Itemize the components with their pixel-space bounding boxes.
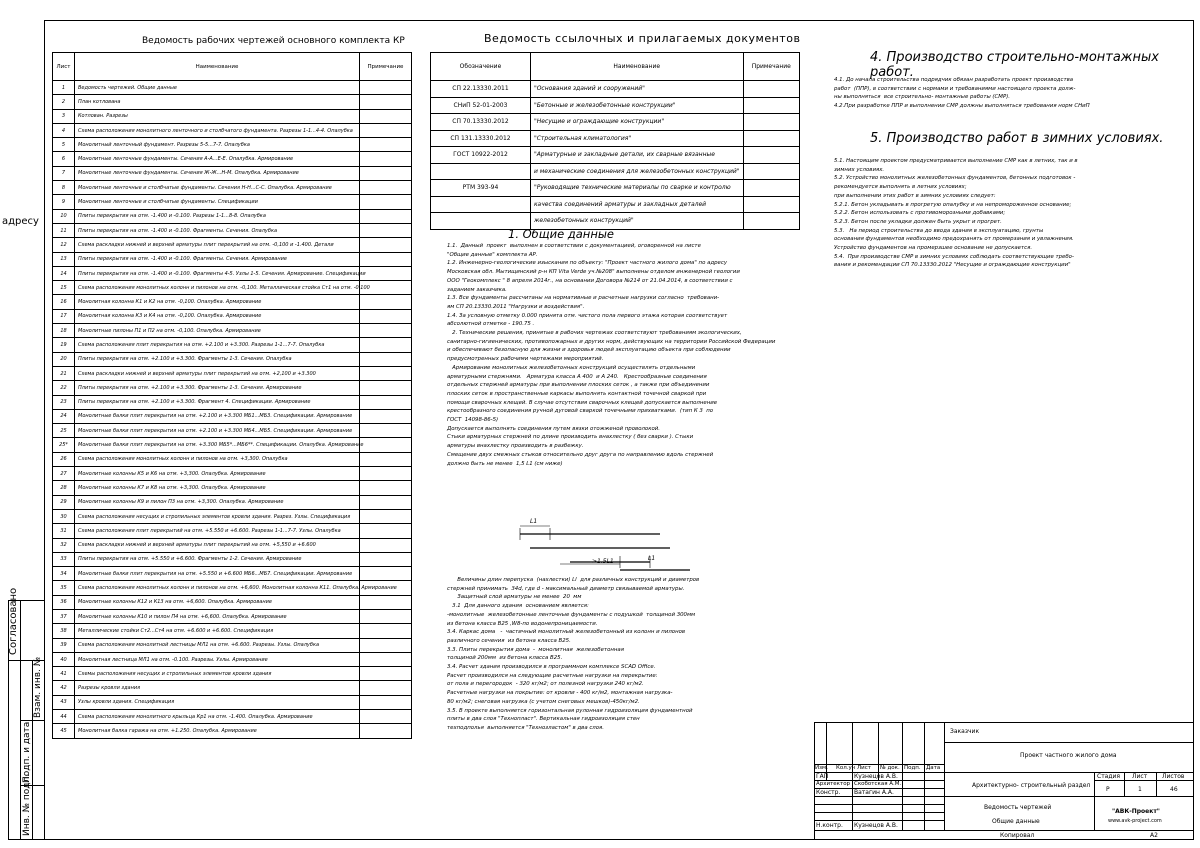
table-row — [53, 123, 412, 137]
table-row — [53, 338, 412, 352]
table-row — [53, 395, 412, 409]
tb-gap-name: Кузнецов А.В. — [854, 773, 898, 780]
drawings-list-table — [52, 52, 412, 739]
row-title: Схема расположения монолитных колонн и пилонов на отм. +6,600. Монолитная колонна К11. Опалубка. Армирование — [75, 581, 360, 595]
table-row — [53, 509, 412, 523]
general-text: 1.1. Данный проект выполнен в соответствии с документацией, оговоренной на листе "Общие данные" комплекта АР. 1.2. Инженерно-геологические изыскания по объекту: "Проект частного жилого дома" по адресу Московская обл. Мытищинский р-н КП Vita Verde уч.№208" выполнены отделом инженерной геологии ООО "Геокомплекс " 8 апреля 2014г., на основании Договора №214 от 21.04.2014, в соответствии с заданием заказчика. 1.3. Все фундаменты рассчитаны на нормативные и расчетные нагрузки согласно требовани- ям СП 20.13330.2011 "Нагрузки и воздействия". 1.4. За условную отметку 0.000 принята отм. чистого пола первого этажа которая соответствует абсолютной отметке - 190.75 . 2. Технические решения, принятые в рабочих чертежах соответствуют требованиям экологических, санитарно-гигиенических, противопожарных и других норм, действующих на территории Российской Федерации и обеспечивают безопасную для жизни и здоровья людей эксплуатацию объекта при соблюдении предусмотренных рабочими чертежами мероприятий. Армирование монолитных железобетонных конструкций осуществлять отдельными арматурными стержнями. Арматура класса А 400 и А 240. Крестообразные соединения отдельных стержней арматуры при выполнении плоских сеток , а также при объединении плоских сеток в пространственные каркасы выполнять контактной точечной сваркой при помощи сварочных клещей. В случае отсутствия сварочных клещей допускается выполнение крестообразного соединения ручной дуговой сваркой точечными прихватками. (тип К 3 по ГОСТ 14098-86-5) Допускается выполнять соединения путем вязки отожженой проволокой. Стыки арматурных стержней по длине производить внахлестку ( без сварки ). Стыки арматуры внахлестку производить в разбежку. Смещение двух смежных стыков относительно друг друга по направлению вдоль стержней должно быть не менее 1,5 L1 (см ниже) — [447, 243, 776, 467]
row-note — [360, 438, 412, 452]
row-sheet-number: 21 — [53, 366, 75, 380]
table-row — [53, 238, 412, 252]
general-text-2: Величины длин перепуска (нахлестки) Ll для различных конструкций и диаметров стержней принимать 34d, где d - максимальный диаметр связываемой арматуры. Защитный слой арматуры не менее 20 мм 3.1 Для данного здания основанием является: -монолитные железобетонные ленточные фундаменты с подушкой толщиной 300мм из бетона класса В25 ,W8-по водонепроницаемости. 3.4. Каркас дома - частичный монолитный железобетонный из колонн и пилонов различного сечения из бетона класса В25. 3.3. Плиты перекрытия дома - монолитная железобетонная толщиной 200мм из бетона класса В25. 3.4. Расчет здания производился в программном комплексе SCAD Office. Расчет производился на следующие расчетные нагрузки на перекрытие: от пола и перегородок - 320 кг/м2; от полезной нагрузки 240 кг/м2. Расчетные нагрузки на покрытие: от кровли - 400 кг/м2, монтажная нагрузка- 80 кг/м2; снеговая нагрузка (с учетом снеговых мешков)-450кг/м2. 3.5. В проекте выполняется горизонтальная рулонная гидроизоляция фундаментной плиты в два слоя "Технопласт". Вертикальная гидроизоляция стен техподполья выполняется "Технозластом" в два слоя. — [447, 577, 700, 731]
row-title: Монолитные балки плит перекрытия на отм. +2.100 и +3.300 МБ4...МБ5. Спецификации. Армирование — [75, 424, 360, 438]
row-note — [360, 624, 412, 638]
row-code: СП 70.13330.2012 — [431, 114, 531, 131]
row-title: Монолитные колонны К10 и пилон П4 на отм. +6,600. Опалубка. Армирование — [75, 609, 360, 623]
table-row — [53, 467, 412, 481]
table-row — [53, 724, 412, 738]
tb-line — [814, 830, 1194, 831]
col-note: Примечание — [743, 53, 799, 81]
section4-text: 4.1. До начала строительства подрядчик обязан разработать проект производства работ (ППР), в соответствии с нормами и требованиями настоящего проекта долж- ны выполняться все строительно- монтажные работы (СМР). 4.2.При разработке ППР и выполнении СМР должны выполняться требования норм СНиП — [834, 77, 1090, 110]
tb-line — [924, 722, 925, 830]
row-title: Схема расположения несущих и стропильных элементов кровли здания. Разрез. Узлы. Спецификация — [75, 509, 360, 523]
row-title: Схема расположения монолитного крыльца Кр1 на отм. -1.400. Опалубка. Армирование — [75, 710, 360, 724]
sidebar-soglasovano: Согласовано — [8, 587, 19, 655]
row-note — [743, 163, 799, 180]
row-note — [360, 595, 412, 609]
row-note — [360, 567, 412, 581]
row-sheet-number: 17 — [53, 309, 75, 323]
row-title: Схема раскладки нижней и верхней арматуры плит перекрытий на отм. +5,550 и +6.600 — [75, 538, 360, 552]
section4-heading: 4. Производство строительно-монтажных работ. — [870, 50, 1159, 80]
row-sheet-number: 28 — [53, 481, 75, 495]
row-note — [360, 352, 412, 366]
table-row — [431, 81, 800, 98]
row-sheet-number: 30 — [53, 509, 75, 523]
row-sheet-number: 20 — [53, 352, 75, 366]
tb-doc-sub: Общие данные — [992, 818, 1040, 825]
table-row — [431, 97, 800, 114]
tb-line — [814, 796, 1194, 797]
row-note — [360, 509, 412, 523]
tb-company: "АВК-Проект" — [1112, 808, 1160, 815]
row-sheet-number: 4 — [53, 123, 75, 137]
tb-h-date: Дата — [926, 765, 941, 771]
row-note — [360, 638, 412, 652]
row-note — [360, 424, 412, 438]
row-note — [360, 409, 412, 423]
table-row — [53, 524, 412, 538]
row-title: "Несущие и ограждающие конструкции" — [530, 114, 743, 131]
sidebar-adresu: адресу — [2, 216, 39, 227]
tb-constr-role: Констр. — [816, 789, 841, 796]
row-note — [360, 681, 412, 695]
sidebar-inv: Инв. № подл. — [22, 773, 32, 836]
table-row — [53, 252, 412, 266]
table-row — [53, 138, 412, 152]
row-note — [360, 109, 412, 123]
row-sheet-number: 5 — [53, 138, 75, 152]
table-row — [53, 81, 412, 95]
table-row — [53, 152, 412, 166]
table-row — [53, 552, 412, 566]
row-sheet-number: 11 — [53, 223, 75, 237]
tb-line — [1094, 780, 1194, 781]
table-row — [53, 195, 412, 209]
table-row — [53, 381, 412, 395]
row-note — [743, 130, 799, 147]
table-row — [431, 163, 800, 180]
row-sheet-number: 38 — [53, 624, 75, 638]
table-row — [53, 667, 412, 681]
row-sheet-number: 42 — [53, 681, 75, 695]
row-code — [431, 196, 531, 213]
row-note — [360, 223, 412, 237]
table-row — [431, 213, 800, 230]
row-title: Схема расположения монолитного ленточного и столбчатого фундамента. Разрезы 1-1...4-4. Опалубка — [75, 123, 360, 137]
table-row — [431, 180, 800, 197]
tb-sheets: 46 — [1170, 786, 1178, 793]
tb-h-podp: Подп. — [904, 765, 921, 771]
row-sheet-number: 45 — [53, 724, 75, 738]
row-title: Плиты перекрытия на отм. +2.100 и +3.300. Фрагменты 1-3. Сечения. Опалубка — [75, 352, 360, 366]
row-title: Схема расположения плит перекрытия на отм. +2.100 и +3.300. Разрезы 1-1...7-7. Опалубка — [75, 338, 360, 352]
row-note — [360, 266, 412, 280]
table-row — [431, 130, 800, 147]
row-title: Схема расположения плит перекрытий на отм. +5.550 и +6.600. Разрезы 1-1...7-7. Узлы. Опалубка — [75, 524, 360, 538]
row-note — [360, 252, 412, 266]
row-sheet-number: 25 — [53, 424, 75, 438]
col-code: Обозначение — [431, 53, 531, 81]
row-note — [360, 467, 412, 481]
row-note — [743, 114, 799, 131]
row-title: "Бетонные и железобетонные конструкции" — [530, 97, 743, 114]
row-code: ГОСТ 10922-2012 — [431, 147, 531, 164]
row-note — [360, 366, 412, 380]
table-row — [53, 209, 412, 223]
row-title: Монолитные ленточные и столбчатые фундаменты. Сечения Н-Н...С-С. Опалубка. Армирование — [75, 181, 360, 195]
lap-label-l1: L1 — [530, 518, 538, 525]
row-sheet-number: 33 — [53, 552, 75, 566]
row-code: СНиП 52-01-2003 — [431, 97, 531, 114]
lap-splice-diagram — [500, 518, 690, 574]
row-title: "Строительная климатология" — [530, 130, 743, 147]
row-note — [360, 724, 412, 738]
tb-customer: Заказчик — [950, 728, 980, 735]
row-title: Монолитная колонна К1 и К2 на отм. -0,100. Опалубка. Армирование — [75, 295, 360, 309]
table-row — [53, 538, 412, 552]
row-note — [743, 196, 799, 213]
row-title: Монолитные колонны К9 и пилон П3 на отм. +3,300. Опалубка. Армирование — [75, 495, 360, 509]
sidebar-vzam: Взам. инв. № — [33, 656, 43, 718]
row-title: Плиты перекрытия на отм. +5.550 и +6.600. Фрагменты 1-2. Сечения. Армирование — [75, 552, 360, 566]
row-sheet-number: 14 — [53, 266, 75, 280]
sidebar-podp: Подп. и дата — [22, 721, 32, 783]
table-row — [53, 309, 412, 323]
tb-nkontr-role: Н.контр. — [816, 822, 843, 829]
section5-heading: 5. Производство работ в зимних условиях. — [870, 131, 1164, 146]
row-sheet-number: 16 — [53, 295, 75, 309]
tb-doc-title: Ведомость чертежей — [984, 804, 1052, 811]
row-sheet-number: 7 — [53, 166, 75, 180]
row-title: железобетонных конструкций" — [530, 213, 743, 230]
row-note — [360, 138, 412, 152]
row-sheet-number: 43 — [53, 695, 75, 709]
row-sheet-number: 32 — [53, 538, 75, 552]
general-heading: 1. Общие данные — [508, 227, 614, 241]
row-title: Монолитные балки плит перекрытия на отм. +5.550 и +6.600 МБ6...МБ7. Спецификации. Армирование — [75, 567, 360, 581]
table-row — [53, 624, 412, 638]
row-title: "Арматурные и закладные детали, их сварные вязанные — [530, 147, 743, 164]
row-sheet-number: 19 — [53, 338, 75, 352]
row-title: Монолитные пилоны П1 и П2 на отм. -0,100. Опалубка. Армирование — [75, 324, 360, 338]
tb-site: www.avk-project.com — [1108, 818, 1162, 824]
tb-copied: Копировал — [1000, 832, 1035, 839]
table-row — [53, 109, 412, 123]
row-code: РТМ 393-94 — [431, 180, 531, 197]
row-note — [360, 552, 412, 566]
row-title: Схема раскладки нижней и верхней арматуры плит перекрытий на отм. +2,100 и +3.300 — [75, 366, 360, 380]
tb-nkontr-name: Кузнецов А.В. — [854, 822, 898, 829]
row-note — [360, 123, 412, 137]
row-note — [360, 667, 412, 681]
row-note — [360, 452, 412, 466]
row-sheet-number: 23 — [53, 395, 75, 409]
row-sheet-number: 13 — [53, 252, 75, 266]
row-note — [360, 195, 412, 209]
row-sheet-number: 24 — [53, 409, 75, 423]
row-sheet-number: 10 — [53, 209, 75, 223]
row-title: Монолитные ленточные и столбчатые фундаменты. Спецификации — [75, 195, 360, 209]
table-row — [431, 114, 800, 131]
row-sheet-number: 35 — [53, 581, 75, 595]
row-sheet-number: 26 — [53, 452, 75, 466]
row-title: Монолитный ленточный фундамент. Разрезы 5-5...7-7. Опалубка — [75, 138, 360, 152]
row-sheet-number: 34 — [53, 567, 75, 581]
row-title: Разрезы кровли здания — [75, 681, 360, 695]
table-row — [53, 695, 412, 709]
reference-docs-title: Ведомость ссылочных и прилагаемых документов — [484, 32, 801, 45]
row-title: Плиты перекрытия на отм. -1.400 и -0.100. Разрезы 1-1...8-8. Опалубка — [75, 209, 360, 223]
table-row — [53, 581, 412, 595]
row-sheet-number: 25* — [53, 438, 75, 452]
table-row — [53, 652, 412, 666]
table-row — [53, 352, 412, 366]
row-title: Плиты перекрытия на отм. +2.100 и +3.300. Фрагменты 1-3. Сечения. Армирование — [75, 381, 360, 395]
row-note — [360, 481, 412, 495]
tb-h-doc: № док. — [880, 765, 900, 771]
row-sheet-number: 2 — [53, 95, 75, 109]
row-title: Схема расположения монолитных колонн и пилонов на отм. -0,100. Металлическая стойка Ст1 на отм. -0.100 — [75, 281, 360, 295]
row-code: СП 22.13330.2011 — [431, 81, 531, 98]
row-title: Монолитная балка гаража на отм. +1.250. Опалубка. Армирование — [75, 724, 360, 738]
row-sheet-number: 44 — [53, 710, 75, 724]
tb-gap-role: ГАП — [816, 773, 829, 780]
row-sheet-number: 8 — [53, 181, 75, 195]
tb-line — [1156, 772, 1157, 796]
row-note — [360, 181, 412, 195]
tb-stage: Р — [1106, 786, 1110, 793]
row-sheet-number: 40 — [53, 652, 75, 666]
row-title: Монолитные ленточные фундаменты. Сечения Ж-Ж...Н-М. Опалубка. Армирование — [75, 166, 360, 180]
tb-line — [944, 722, 945, 830]
tb-arch-name: Скоботская А.М. — [854, 781, 902, 787]
row-title: Монолитная лестница МЛ1 на отм. -0.100. Разрезы. Узлы. Армирование — [75, 652, 360, 666]
tb-line — [852, 722, 853, 830]
tb-line — [902, 722, 903, 830]
row-note — [360, 324, 412, 338]
row-note — [360, 710, 412, 724]
col-name: Наименование — [530, 53, 743, 81]
row-sheet-number: 9 — [53, 195, 75, 209]
row-note — [360, 538, 412, 552]
row-note — [360, 338, 412, 352]
row-note — [360, 238, 412, 252]
row-sheet-number: 37 — [53, 609, 75, 623]
tb-h-izm: Изм. — [815, 765, 828, 771]
row-title: Плиты перекрытия на отм. +2.100 и +3.300. Фрагмент 4. Спецификации. Армирование — [75, 395, 360, 409]
row-title: Монолитные балки плит перекрытия на отм. +2.100 и +3.300 МБ1...МБ3. Спецификации. Армирование — [75, 409, 360, 423]
tb-line — [1124, 772, 1125, 796]
row-title: Монолитная колонна К3 и К4 на отм. -0,100. Опалубка. Армирование — [75, 309, 360, 323]
row-note — [360, 95, 412, 109]
table-row — [53, 281, 412, 295]
row-title: "Основания зданий и сооружений" — [530, 81, 743, 98]
tb-arch-role: Архитектор — [816, 781, 851, 787]
table-row — [53, 266, 412, 280]
row-title: Ведомость чертежей. Общие данные — [75, 81, 360, 95]
table-row — [53, 609, 412, 623]
table-row — [53, 595, 412, 609]
tb-sheet-h: Лист — [1132, 773, 1148, 780]
row-sheet-number: 1 — [53, 81, 75, 95]
table-row — [53, 638, 412, 652]
row-title: Плиты перекрытия на отм. -1.400 и -0.100. Фрагменты 4-5. Узлы 1-5. Сечения. Армирование. Спецификации — [75, 266, 360, 280]
row-note — [360, 81, 412, 95]
row-note — [360, 152, 412, 166]
row-title: Схема расположения монолитной лестницы МЛ1 на отм. +6.600. Разрезы. Узлы. Опалубка — [75, 638, 360, 652]
tb-line — [944, 742, 1194, 743]
row-note — [360, 695, 412, 709]
row-sheet-number: 41 — [53, 667, 75, 681]
tb-h-kol: Кол.уч — [836, 765, 856, 771]
tb-format: А2 — [1150, 832, 1158, 839]
row-note — [743, 147, 799, 164]
tb-project: Проект частного жилого дома — [1020, 752, 1117, 759]
row-code — [431, 163, 531, 180]
row-code: СП 131.13330.2012 — [431, 130, 531, 147]
tb-h-list: Лист — [857, 765, 871, 771]
table-row — [53, 438, 412, 452]
reference-docs-table — [430, 52, 800, 230]
row-title: Схема расположения монолитных колонн и пилонов на отм. +3,300. Опалубка — [75, 452, 360, 466]
tb-line — [1094, 772, 1095, 830]
row-note — [743, 81, 799, 98]
row-sheet-number: 22 — [53, 381, 75, 395]
row-title: Монолитные колонны К7 и К8 на отм. +3,300. Опалубка. Армирование — [75, 481, 360, 495]
table-row — [53, 95, 412, 109]
row-sheet-number: 18 — [53, 324, 75, 338]
row-note — [743, 180, 799, 197]
table-row — [53, 324, 412, 338]
tb-constr-name: Ватагин А.А. — [854, 789, 894, 796]
col-sheet: Лист — [53, 53, 75, 81]
row-title: План котлована — [75, 95, 360, 109]
row-sheet-number: 12 — [53, 238, 75, 252]
row-note — [360, 295, 412, 309]
lap-label-l1b: L1 — [648, 555, 656, 562]
row-note — [743, 97, 799, 114]
tb-line — [878, 722, 879, 780]
drawings-list-title: Ведомость рабочих чертежей основного комплекта КР — [142, 36, 405, 46]
table-row — [53, 452, 412, 466]
row-sheet-number: 6 — [53, 152, 75, 166]
row-title: Плиты перекрытия на отм. -1.400 и -0.100. Фрагменты. Сечения. Армирование — [75, 252, 360, 266]
table-row — [53, 710, 412, 724]
row-note — [360, 652, 412, 666]
row-note — [743, 213, 799, 230]
row-note — [360, 524, 412, 538]
row-title: Котлован. Разрезы — [75, 109, 360, 123]
tb-sheets-h: Листов — [1162, 773, 1185, 780]
tb-stage-h: Стадия — [1097, 773, 1121, 780]
row-sheet-number: 29 — [53, 495, 75, 509]
row-title: Плиты перекрытия на отм. -1.400 и -0.100. Фрагменты. Сечения. Опалубка — [75, 223, 360, 237]
row-note — [360, 166, 412, 180]
row-title: и механические соединения для железобетонных конструкций" — [530, 163, 743, 180]
section5-text: 5.1. Настоящим проектом предусматривается выполнение СМР как в летних, так и в зимних условиях. 5.2. Устройство монолитных железобетонных фундаментов, бетонных подготовок - рекомендуется выполнять в летних условиях; при выполнении этих работ в зимних условиях следует: 5.2.1. Бетон укладывать в прогретую опалубку и на непромороженное основание; 5.2.2. Бетон использовать с противоморозными добавками; 5.2.3. Бетон после укладки должен быть укрыт и прогрет. 5.3. На период строительства до ввода здания в эксплуатацию, грунты основания фундаментов необходимо предохранять от промерзания и увлажнения. Устройство фундаментов на промерзшее основание не допускается. 5.4. При производстве СМР в зимних условиях соблюдать соответствующие требо- вания и рекомендации СП 70.13330.2012 "Несущие и ограждающие конструкции" — [834, 158, 1078, 269]
lap-label-15: >1.5L1 — [592, 558, 614, 565]
table-row — [53, 295, 412, 309]
row-title: Монолитные ленточные фундаменты. Сечения А-А...Е-Е. Опалубка. Армирование — [75, 152, 360, 166]
table-row — [53, 409, 412, 423]
row-sheet-number: 39 — [53, 638, 75, 652]
tb-sheet: 1 — [1138, 786, 1142, 793]
row-sheet-number: 15 — [53, 281, 75, 295]
row-sheet-number: 36 — [53, 595, 75, 609]
table-row — [53, 366, 412, 380]
col-name: Наименование — [75, 53, 360, 81]
table-row — [431, 147, 800, 164]
table-row — [53, 166, 412, 180]
row-title: "Руководящие технические материалы по сварке и контролю — [530, 180, 743, 197]
row-note — [360, 309, 412, 323]
row-sheet-number: 31 — [53, 524, 75, 538]
row-title: Монолитные колонны К5 и К6 на отм. +3,300. Опалубка. Армирование — [75, 467, 360, 481]
row-note — [360, 609, 412, 623]
row-note — [360, 395, 412, 409]
row-title: качества соединений арматуры и закладных деталей — [530, 196, 743, 213]
row-title: Узлы кровли здания. Спецификация — [75, 695, 360, 709]
col-note: Примечание — [360, 53, 412, 81]
row-title: Монолитные колонны К12 и К13 на отм. +6,600. Опалубка. Армирование — [75, 595, 360, 609]
table-row — [53, 495, 412, 509]
row-sheet-number: 3 — [53, 109, 75, 123]
table-row — [53, 223, 412, 237]
row-title: Схемы расположения несущих и стропильных элементов кровли здания — [75, 667, 360, 681]
row-title: Монолитные балки плит перекрытия на отм. +3.300 МБ5*...МБ6**. Спецификации. Опалубка. Армирование — [75, 438, 360, 452]
tb-line — [826, 722, 827, 780]
table-row — [53, 181, 412, 195]
table-row — [53, 681, 412, 695]
row-sheet-number: 27 — [53, 467, 75, 481]
tb-section: Архитектурно- строительный раздел — [972, 782, 1091, 789]
row-note — [360, 495, 412, 509]
table-row — [53, 424, 412, 438]
row-title: Схема раскладки нижней и верхней арматуры плит перекрытий на отм. -0,100 и -1.400. Детали — [75, 238, 360, 252]
table-row — [431, 196, 800, 213]
row-title: Металлические стойки Ст2...Ст4 на отм. +6.600 и +6.600. Спецификация — [75, 624, 360, 638]
row-note — [360, 381, 412, 395]
row-note — [360, 209, 412, 223]
table-row — [53, 567, 412, 581]
table-row — [53, 481, 412, 495]
